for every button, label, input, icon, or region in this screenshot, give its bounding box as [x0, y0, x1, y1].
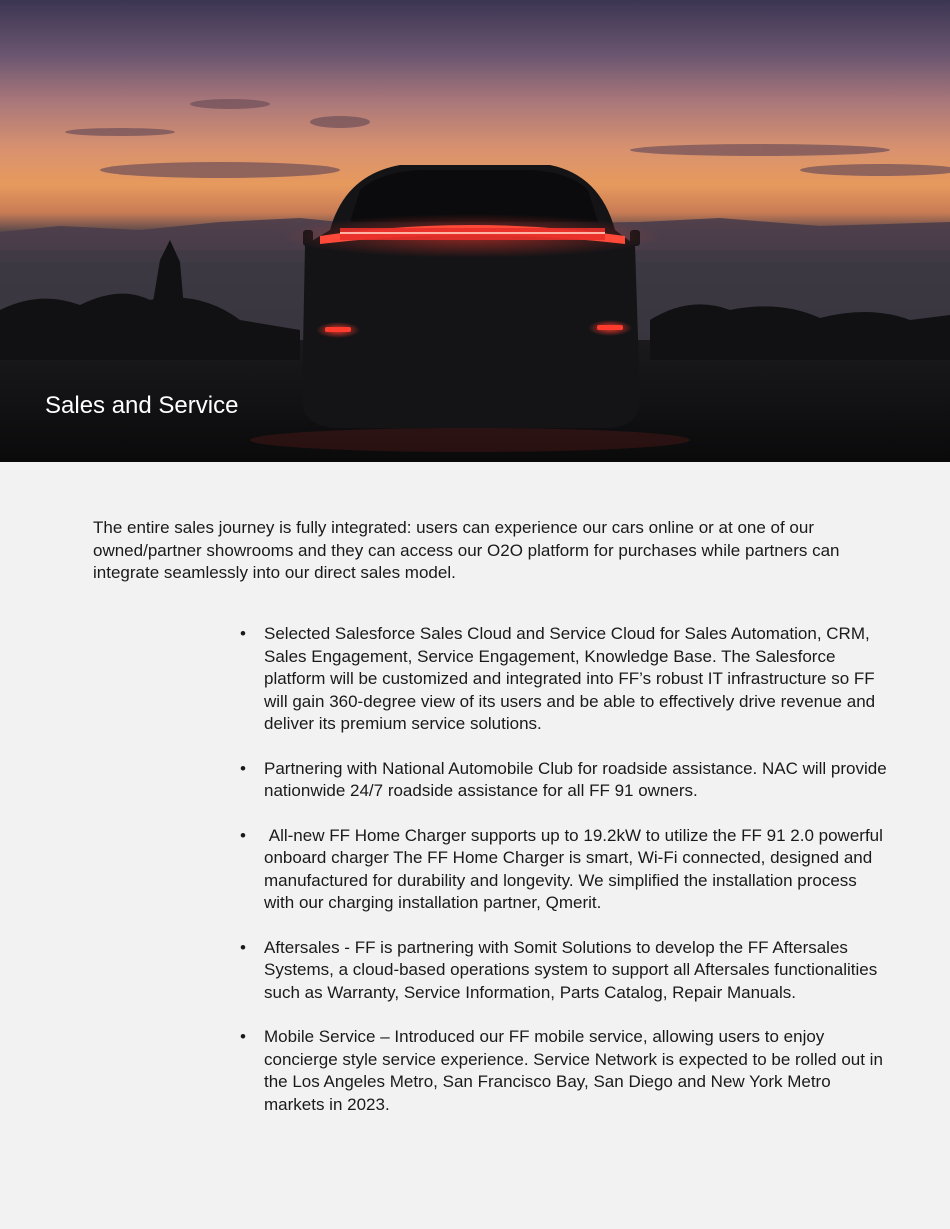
list-item: [240, 825, 890, 915]
bullet-icon: •: [240, 825, 246, 845]
intro-paragraph: The entire sales journey is fully integrated: users can experience our cars online or at one of our owned/partner showrooms and they can access our O2O platform for purchases while partners can integrate seamlessly into our direct sales model.: [93, 518, 840, 582]
list-item: [240, 1026, 890, 1116]
list-item: [240, 623, 890, 736]
car-silhouette: [250, 165, 690, 452]
hero-banner: [0, 0, 950, 462]
page-title: Sales and Service: [45, 392, 239, 419]
bullet-icon: •: [240, 758, 246, 778]
list-item: [240, 758, 890, 803]
list-item: [240, 937, 890, 1005]
bullet-icon: •: [240, 624, 246, 643]
bullet-icon: •: [240, 937, 246, 957]
bullet-list: [240, 623, 890, 1138]
list-item-text: Aftersales - FF is partnering with Somit Solutions to develop the FF Aftersales Systems, a cloud-based operations system to support all Aftersales functionalities such as Warranty, Service Information, Parts Catalog, Repair Manuals.: [264, 937, 878, 1002]
list-item-text: Mobile Service – Introduced our FF mobile service, allowing users to enjoy concierge style service experience. Service Network is expected to be rolled out in the Los Angeles Metro, San Francisco Bay, San Diego and New York Metro markets in 2023.: [264, 1027, 883, 1114]
bullet-icon: •: [240, 1027, 246, 1046]
list-item-text: Selected Salesforce Sales Cloud and Service Cloud for Sales Automation, CRM, Sales Engagement, Service Engagement, Knowledge Base. The Salesforce platform will be customized and integrated into FF’s robust IT infrastructure so FF will gain 360-degree view of its users and be able to effectively drive revenue and deliver its premium service solutions.: [264, 624, 876, 733]
list-item-text: All-new FF Home Charger supports up to 19.2kW to utilize the FF 91 2.0 powerful onboard charger The FF Home Charger is smart, Wi-Fi connected, designed and manufactured for durability and longevity. We simplified the installation process with our charging installation partner, Qmerit.: [264, 825, 888, 912]
list-item-text: Partnering with National Automobile Club for roadside assistance. NAC will provide nationwide 24/7 roadside assistance for all FF 91 owners.: [264, 758, 887, 800]
